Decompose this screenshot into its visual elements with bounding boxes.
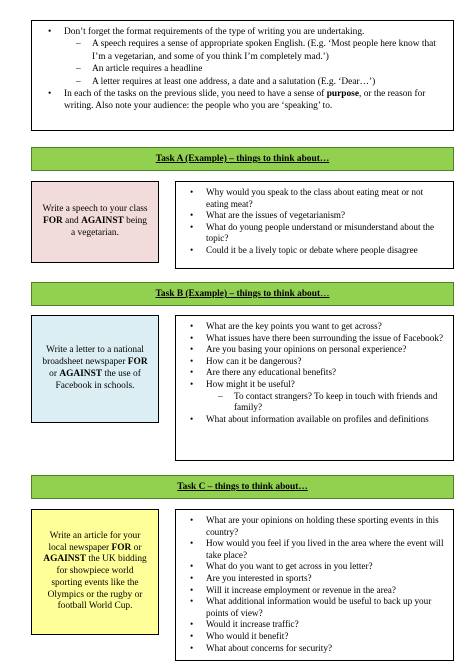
list-item: • What are the issues of vegetarianism? bbox=[182, 210, 447, 222]
list-item: • What do you want to get across in you letter? bbox=[182, 561, 447, 573]
task-c-prompt: Write an article for your local newspaper FOR or AGAINST the UK bidding for showpiece world sporting events like the Olympics or the rugby or football World Cup. bbox=[31, 509, 159, 635]
format-note-article: – An article requires a headline bbox=[40, 63, 445, 75]
list-item: • Will it increase employment or revenue in the area? bbox=[182, 585, 447, 597]
purpose-word: purpose bbox=[326, 89, 359, 100]
purpose-note: • In each of the tasks on the previous slide, you need to have a sense of purpose, or the reason for writing. Also note your audience: the people who you are ‘speaking’ to. bbox=[40, 88, 445, 113]
list-item: • Would it increase traffic? bbox=[182, 619, 447, 631]
task-a-header: Task A (Example) – things to think about… bbox=[31, 147, 454, 171]
task-b-questions bbox=[175, 315, 454, 461]
list-item: • What are the key points you want to get across? bbox=[182, 321, 447, 333]
task-a-questions bbox=[175, 181, 454, 269]
list-item: • What additional information would be useful to back up your points of view? bbox=[182, 596, 447, 619]
task-b-header: Task B (Example) – things to think about… bbox=[31, 282, 454, 306]
list-item: • What are your opinions on holding these sporting events in this country? bbox=[182, 515, 447, 538]
list-item: • Are there any educational benefits? bbox=[182, 367, 447, 379]
list-item: • Are you basing your opinions on personal experience? bbox=[182, 344, 447, 356]
list-subitem: – To contact strangers? To keep in touch with friends and family? bbox=[182, 391, 447, 414]
task-c-header: Task C – things to think about… bbox=[31, 475, 454, 499]
task-a-prompt: Write a speech to your class FOR and AGAINST being a vegetarian. bbox=[31, 181, 159, 263]
format-note-letter: – A letter requires at least one address, a date and a salutation (E.g. ‘Dear…’) bbox=[40, 76, 445, 88]
list-item: • How might it be useful? bbox=[182, 379, 447, 391]
list-item: • Why would you speak to the class about eating meat or not eating meat? bbox=[182, 187, 447, 210]
task-b-prompt: Write a letter to a national broadsheet newspaper FOR or AGAINST the use of Facebook in schools. bbox=[31, 315, 159, 423]
list-item: • How can it be dangerous? bbox=[182, 356, 447, 368]
format-note: • Don’t forget the format requirements of the type of writing you are undertaking. bbox=[40, 26, 445, 38]
format-note-speech: – A speech requires a sense of appropriate spoken English. (E.g. ‘Most people here know that I’m a vegetarian, and some of you think I’m completely mad.’) bbox=[40, 38, 445, 63]
list-item: • Who would it benefit? bbox=[182, 631, 447, 643]
list-item: • What issues have there been surrounding the issue of Facebook? bbox=[182, 333, 447, 345]
list-item: • How would you feel if you lived in the area where the event will take place? bbox=[182, 538, 447, 561]
list-item: • What about information available on profiles and definitions bbox=[182, 414, 447, 426]
task-c-questions bbox=[175, 509, 454, 661]
list-item: • What do young people understand or misunderstand about the topic? bbox=[182, 222, 447, 245]
format-notes-box bbox=[31, 20, 454, 131]
list-item: • Could it be a lively topic or debate where people disagree bbox=[182, 245, 447, 257]
format-notes-list bbox=[40, 26, 445, 113]
list-item: • What about concerns for security? bbox=[182, 643, 447, 655]
list-item: • Are you interested in sports? bbox=[182, 573, 447, 585]
